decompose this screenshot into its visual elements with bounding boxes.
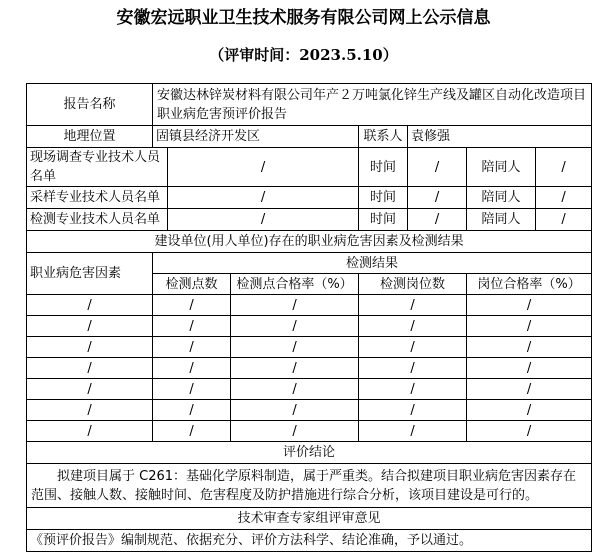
table-cell: / [231,358,359,379]
table-cell: / [359,358,467,379]
conclusion-text: 拟建项目属于 C261：基础化学原料制造，属于严重类。结合拟建项目职业病危害因素存在范围、接触人数、接触时间、危害程度及防护措施进行综合分析，该项目建设是可行的。 [27,464,592,508]
time-label: 时间 [359,148,408,187]
table-cell: / [467,337,592,358]
conclusion-title: 评价结论 [27,442,592,464]
table-cell: / [27,316,153,337]
table-cell: / [231,316,359,337]
companion-value: / [536,187,592,209]
column-header: 岗位合格率（%） [467,274,592,295]
table-cell: / [467,295,592,316]
companion-label: 陪同人 [467,148,536,187]
table-cell: / [153,337,231,358]
table-cell: / [153,295,231,316]
table-cell: / [359,379,467,400]
table-cell: / [231,421,359,442]
table-cell: / [359,400,467,421]
table-row [27,337,592,358]
staff-label: 现场调查专业技术人员名单 [27,148,168,187]
table-cell: / [153,358,231,379]
table-cell: / [359,337,467,358]
staff-row [27,187,592,209]
table-cell: / [153,316,231,337]
staff-value: / [168,209,359,231]
table-cell: / [153,421,231,442]
table-cell: / [467,316,592,337]
companion-label: 陪同人 [467,209,536,231]
staff-label: 采样专业技术人员名单 [27,187,168,209]
table-cell: / [231,337,359,358]
table-cell: / [153,379,231,400]
table-cell: / [467,400,592,421]
staff-value: / [168,148,359,187]
column-header: 检测点数 [153,274,231,295]
table-row [27,400,592,421]
companion-value: / [536,148,592,187]
table-row [27,316,592,337]
review-date: （评审时间：2023.5.10） [209,46,398,64]
staff-value: / [168,187,359,209]
page-title: 安徽宏远职业卫生技术服务有限公司网上公示信息 [116,8,491,28]
table-cell: / [231,400,359,421]
contact-value: 袁修强 [408,126,592,148]
column-header: 检测点合格率（%） [231,274,359,295]
factor-header: 职业病危害因素 [27,253,153,295]
table-cell: / [27,358,153,379]
time-value: / [408,187,467,209]
table-cell: / [231,295,359,316]
expert-title: 技术审查专家组评审意见 [27,508,592,530]
table-cell: / [153,400,231,421]
contact-label: 联系人 [359,126,408,148]
table-cell: / [359,316,467,337]
table-cell: / [359,421,467,442]
location-label: 地理位置 [27,126,153,148]
report-name-value: 安徽达林锌炭材料有限公司年产２万吨氯化锌生产线及罐区自动化改造项目职业病危害预评价报告 [153,84,592,126]
detection-section-title: 建设单位(用人单位)存在的职业病危害因素及检测结果 [27,231,592,253]
table-cell: / [27,379,153,400]
table-cell: / [467,358,592,379]
staff-label: 检测专业技术人员名单 [27,209,168,231]
table-row [27,379,592,400]
expert-text: 《预评价报告》编制规范、依据充分、评价方法科学、结论准确，予以通过。 [27,530,592,552]
time-label: 时间 [359,209,408,231]
table-cell: / [27,295,153,316]
disclosure-table [26,83,592,552]
companion-label: 陪同人 [467,187,536,209]
staff-row [27,148,592,187]
companion-value: / [536,209,592,231]
table-cell: / [231,379,359,400]
table-cell: / [27,400,153,421]
staff-row [27,209,592,231]
location-value: 固镇县经济开发区 [153,126,359,148]
time-label: 时间 [359,187,408,209]
time-value: / [408,148,467,187]
table-row [27,358,592,379]
table-cell: / [27,337,153,358]
table-cell: / [27,421,153,442]
result-header: 检测结果 [153,253,592,274]
table-row [27,421,592,442]
table-cell: / [359,295,467,316]
table-row [27,295,592,316]
report-name-label: 报告名称 [27,84,153,126]
time-value: / [408,209,467,231]
table-cell: / [467,379,592,400]
column-header: 检测岗位数 [359,274,467,295]
table-cell: / [467,421,592,442]
